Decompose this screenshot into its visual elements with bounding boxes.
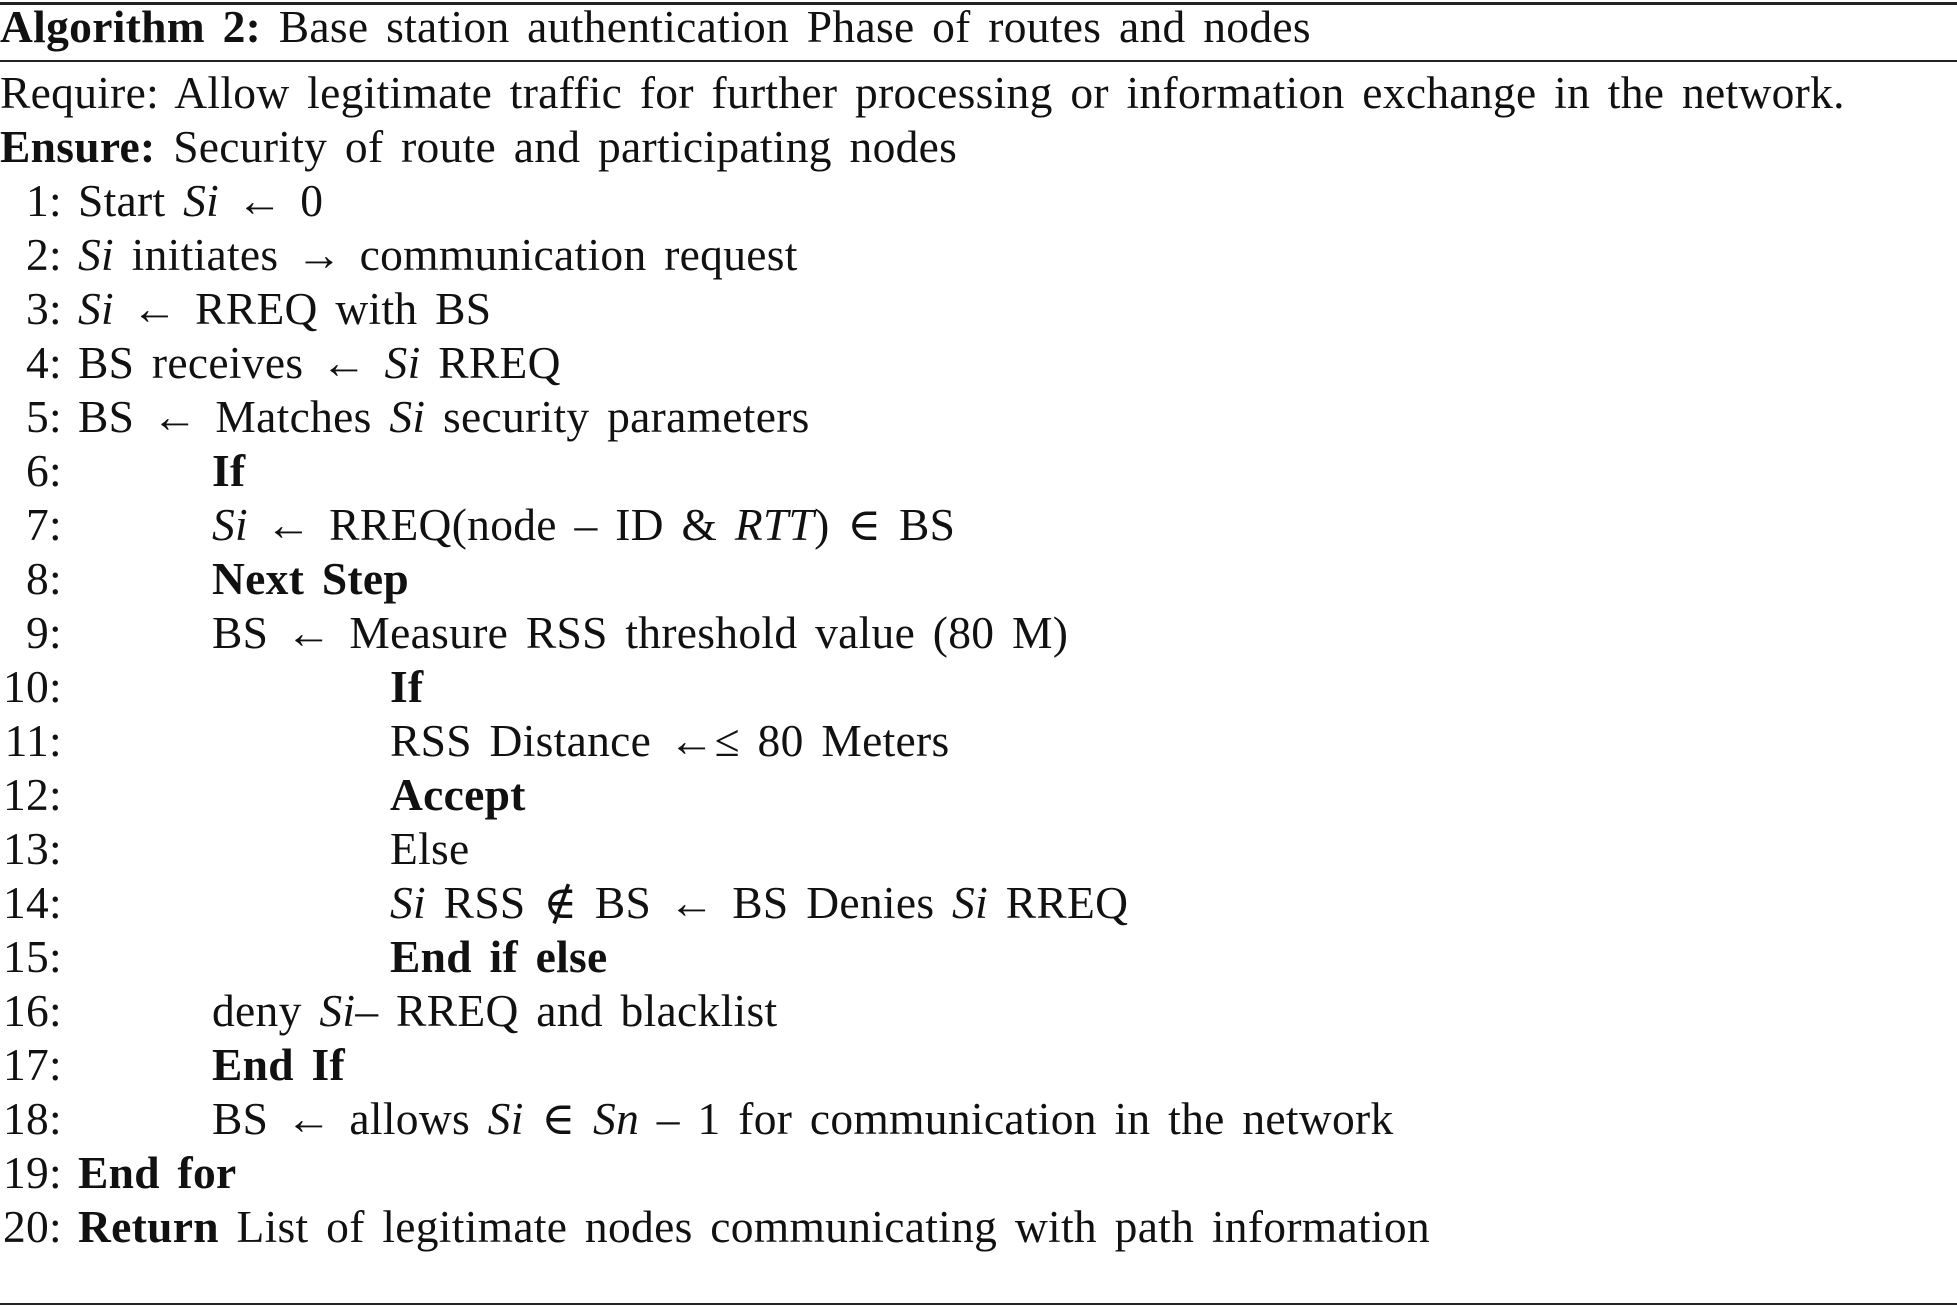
step-number: 8: [26, 553, 62, 604]
algorithm-step [0, 228, 1957, 282]
require-line [0, 66, 1845, 120]
step-text: End if else [390, 931, 608, 982]
step-text: Si ← RREQ(node – ID & RTT) ∈ BS [212, 499, 956, 550]
step-number: 2: [26, 229, 62, 280]
step-number: 11: [4, 715, 62, 766]
step-number: 17: [2, 1039, 62, 1090]
step-text: Si initiates → communication request [78, 229, 798, 280]
algorithm-label: Algorithm 2: [0, 1, 262, 52]
step-number: 19: [2, 1147, 62, 1198]
step-number: 4: [26, 337, 62, 388]
step-text: Si ← RREQ with BS [78, 283, 492, 334]
step-number: 20: [2, 1201, 62, 1252]
ensure-text: Security of route and participating nodes [173, 121, 958, 172]
step-text: deny Si– RREQ and blacklist [212, 985, 778, 1036]
algorithm-step [0, 552, 1957, 606]
step-number: 14: [2, 877, 62, 928]
algorithm-step [0, 174, 1957, 228]
step-text: Si RSS ∉ BS ← BS Denies Si RREQ [390, 877, 1129, 928]
algorithm-step [0, 336, 1957, 390]
algorithm-header [0, 0, 1311, 54]
algorithm-step [0, 660, 1957, 714]
ensure-label: Ensure: [0, 121, 156, 172]
step-number: 18: [2, 1093, 62, 1144]
step-number: 1: [26, 175, 62, 226]
ensure-line [0, 120, 957, 174]
require-text: Require: Allow legitimate traffic for further processing or information exchange in the network. [0, 67, 1845, 118]
step-text: End for [78, 1147, 237, 1198]
algorithm-step [0, 282, 1957, 336]
step-text: BS ← allows Si ∈ Sn – 1 for communication in the network [212, 1093, 1394, 1144]
header-rule [0, 60, 1957, 62]
algorithm-step [0, 1038, 1957, 1092]
step-number: 5: [26, 391, 62, 442]
step-number: 16: [2, 985, 62, 1036]
step-number: 9: [26, 607, 62, 658]
step-text: BS ← Matches Si security parameters [78, 391, 810, 442]
step-number: 10: [2, 661, 62, 712]
algorithm-step [0, 768, 1957, 822]
step-text: Start Si ← 0 [78, 175, 324, 226]
algorithm-step [0, 822, 1957, 876]
step-text: End If [212, 1039, 345, 1090]
bottom-rule [0, 1303, 1957, 1305]
step-text: BS ← Measure RSS threshold value (80 M) [212, 607, 1069, 658]
algorithm-step [0, 1146, 1957, 1200]
algorithm-step [0, 1200, 1957, 1254]
step-number: 15: [2, 931, 62, 982]
step-text: BS receives ← Si RREQ [78, 337, 561, 388]
step-number: 6: [26, 445, 62, 496]
algorithm-step [0, 930, 1957, 984]
algorithm-step [0, 606, 1957, 660]
algorithm-step [0, 390, 1957, 444]
algorithm-step [0, 876, 1957, 930]
step-text: RSS Distance ←≤ 80 Meters [390, 715, 950, 766]
algorithm-step [0, 714, 1957, 768]
algorithm-step [0, 498, 1957, 552]
step-text: If [390, 661, 424, 712]
step-text: Else [390, 823, 470, 874]
algorithm-step [0, 1092, 1957, 1146]
step-text: If [212, 445, 246, 496]
step-text: Return List of legitimate nodes communicating with path information [78, 1201, 1430, 1252]
step-number: 7: [26, 499, 62, 550]
algorithm-step [0, 444, 1957, 498]
algorithm-title: Base station authentication Phase of routes and nodes [278, 1, 1311, 52]
step-number: 3: [26, 283, 62, 334]
step-text: Accept [390, 769, 526, 820]
step-number: 13: [2, 823, 62, 874]
step-number: 12: [2, 769, 62, 820]
algorithm-step [0, 984, 1957, 1038]
step-text: Next Step [212, 553, 409, 604]
